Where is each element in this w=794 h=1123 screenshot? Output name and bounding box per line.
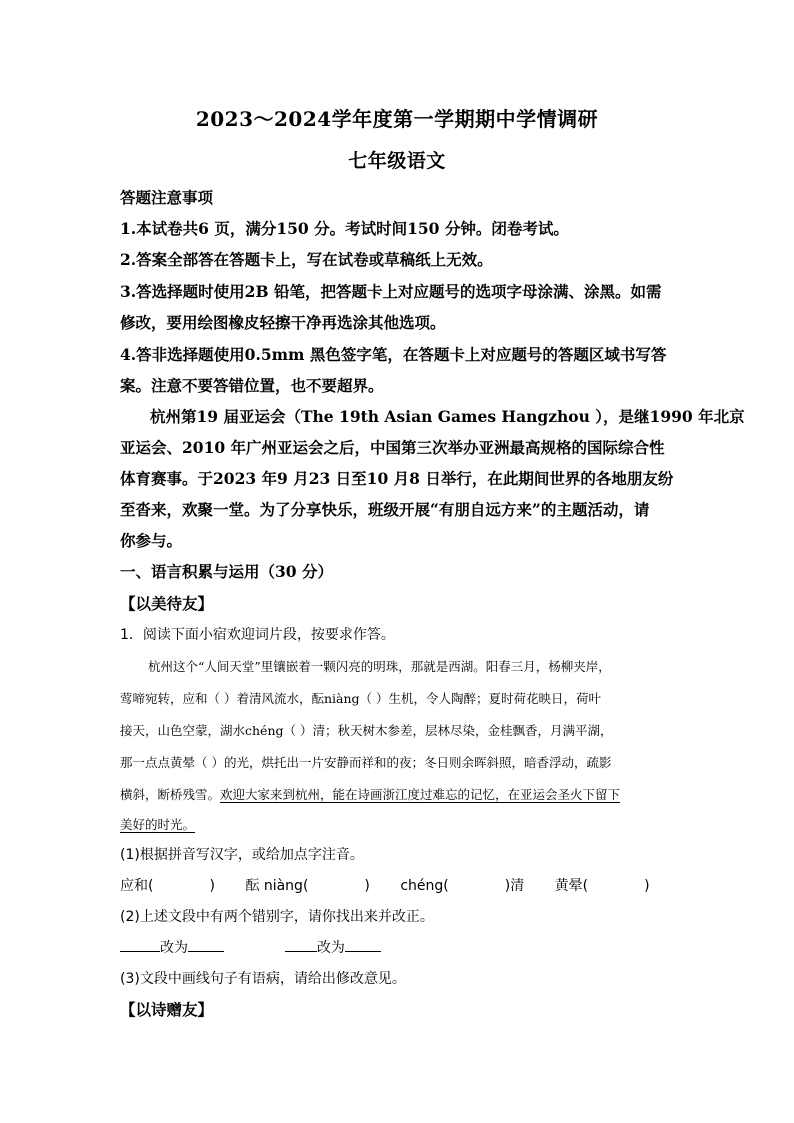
exam-subtitle: 七年级语文	[348, 150, 446, 172]
passage-line: 接天，山色空蒙，湖水chéng（ ）清；秋天树木参差，层林尽染，金桂飘香，月满平湖，	[120, 723, 613, 738]
fill-item-niang: 酝 niàng(	[245, 878, 309, 894]
change-label: 改为	[160, 940, 188, 956]
fill-paren: )清	[504, 878, 525, 894]
part-heading: 【以美待友】	[120, 594, 214, 613]
passage-line: 莺啼宛转，应和（ ）着清风流水，酝niàng（ ）生机，令人陶醉；夏时荷花映日，荷叶	[120, 691, 602, 706]
notice-heading: 答题注意事项	[120, 188, 214, 207]
part-heading: 【以诗赠友】	[120, 1000, 214, 1019]
passage-line	[120, 815, 680, 833]
correct-char-blank[interactable]	[188, 939, 224, 952]
wrong-char-blank[interactable]	[285, 939, 317, 952]
passage-text: 横斜，断桥残雪。	[120, 787, 221, 802]
fill-paren: )	[644, 878, 650, 894]
fill-item-huangyun: 黄晕(	[554, 878, 589, 894]
exam-title: 2023～2024学年度第一学期期中学情调研	[195, 107, 599, 131]
fill-paren: )	[364, 878, 370, 894]
passage-line: 那一点点黄晕（ ）的光，烘托出一片安静而祥和的夜；冬日则余晖斜照，暗香浮动，疏影	[120, 755, 612, 770]
fill-item-yinghe: 应和(	[120, 878, 154, 894]
intro-line: 杭州第19 届亚运会（The 19th Asian Games Hangzhou ），是继1990 年北京	[150, 407, 745, 426]
sub-question-1: (1)根据拼音写汉字，或给加点字注音。	[120, 847, 364, 863]
passage-line-last	[120, 785, 680, 803]
section-heading: 一、语言积累与运用（30 分）	[120, 562, 333, 581]
notice-item: 4.答非选择题使用0.5mm 黑色签字笔，在答题卡上对应题号的答题区域书写答	[120, 345, 667, 364]
correction-row	[120, 937, 680, 957]
notice-item: 案。注意不要答错位置，也不要超界。	[120, 376, 384, 395]
sub-question-3: (3)文段中画线句子有语病，请给出修改意见。	[120, 971, 406, 987]
notice-item: 2.答案全部答在答题卡上，写在试卷或草稿纸上无效。	[120, 250, 493, 269]
fill-item-cheng: chéng(	[400, 878, 449, 894]
intro-line: 体育赛事。于2023 年9 月23 日至10 月8 日举行，在此期间世界的各地朋友纷	[120, 469, 674, 488]
correct-char-blank[interactable]	[345, 939, 381, 952]
question-1-stem: 1．阅读下面小宿欢迎词片段，按要求作答。	[120, 627, 395, 643]
sub-question-2: (2)上述文段中有两个错别字，请你找出来并改正。	[120, 909, 434, 925]
fill-paren: )	[209, 878, 215, 894]
intro-line: 你参与。	[120, 531, 183, 550]
underlined-sentence: 欢迎大家来到杭州，能在诗画浙江度过难忘的记忆，在亚运会圣火下留下	[220, 787, 621, 802]
intro-line: 至沓来，欢聚一堂。为了分享快乐，班级开展“有朋自远方来”的主题活动，请	[120, 500, 650, 519]
underlined-sentence-end: 美好的时光。	[120, 817, 196, 832]
notice-item: 1.本试卷共6 页，满分150 分。考试时间150 分钟。闭卷考试。	[120, 219, 569, 238]
wrong-char-blank[interactable]	[120, 939, 160, 952]
notice-item: 修改，要用绘图橡皮轻擦干净再选涂其他选项。	[120, 313, 446, 332]
notice-item: 3.答选择题时使用2B 铅笔，把答题卡上对应题号的选项字母涂满、涂黑。如需	[120, 282, 662, 301]
fill-blanks-row	[120, 875, 680, 895]
change-label: 改为	[316, 940, 345, 956]
intro-line: 亚运会、2010 年广州亚运会之后，中国第三次举办亚洲最高规格的国际综合性	[120, 438, 665, 457]
passage-line: 杭州这个“人间天堂”里镶嵌着一颗闪亮的明珠，那就是西湖。阳春三月，杨柳夹岸，	[148, 659, 611, 674]
